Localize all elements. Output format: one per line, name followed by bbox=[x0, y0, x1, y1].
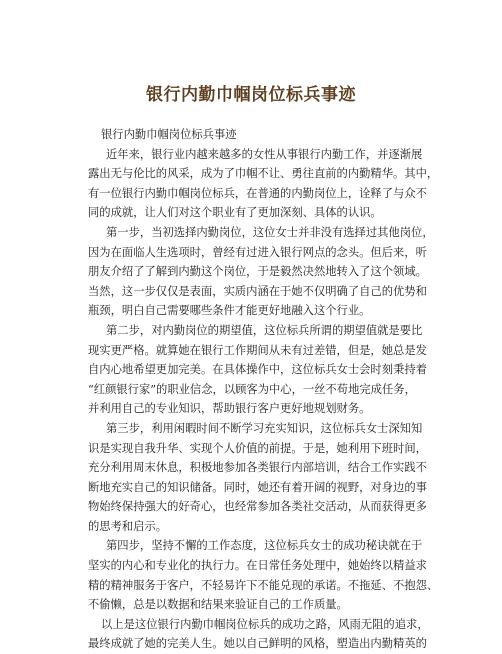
body-line: 同的成就，让人们对这个职业有了更加深刻、具体的认识。 bbox=[88, 206, 382, 220]
body-line: 自内心地希望更加完美。在具体操作中，这位标兵女士会时刻秉持着 bbox=[88, 363, 427, 377]
document-title: 银行内勤巾帼岗位标兵事迹 bbox=[146, 85, 356, 105]
body-line: 现实更严格。就算她在银行工作期间从未有过差错，但是，她总是发 bbox=[88, 343, 427, 357]
body-line: 识是实现自我升华、实现个人价值的前提。于是，她利用下班时间， bbox=[88, 441, 427, 455]
body-line: 因为在面临人生选项时，曾经有过进入银行网点的念头。但后来，听 bbox=[88, 245, 427, 259]
body-line: 朋友介绍了了解到内勤这个岗位，于是毅然决然地转入了这个领域。 bbox=[88, 265, 427, 279]
body-line: 的思考和启示。 bbox=[88, 519, 168, 533]
body-line: 坚实的内心和专业化的执行力。在日常任务处理中，她始终以精益求 bbox=[88, 559, 427, 573]
body-line: 物始终保持强大的好奇心，也经常参加各类社交活动，从而获得更多 bbox=[88, 500, 427, 514]
body-line: 第二步，对内勤岗位的期望值，这位标兵所谓的期望值就是要比 bbox=[106, 323, 423, 337]
body-line: 第一步，当初选择内勤岗位，这位女士并非没有选择过其他岗位， bbox=[106, 225, 434, 239]
body-line: 有一位银行内勤巾帼岗位标兵，在普通的内勤岗位上，诠释了与众不 bbox=[88, 186, 427, 200]
document-body bbox=[88, 125, 439, 654]
body-line: 充分利用周末休息，积极地参加各类银行内部培训，结合工作实践不 bbox=[88, 461, 427, 475]
body-line: 近年来，银行业内越来越多的女性从事银行内勤工作，并逐渐展 bbox=[106, 147, 423, 161]
body-line: 断地充实自己的知识储备。同时，她还有着开阔的视野，对身边的事 bbox=[88, 480, 427, 494]
body-line: “红颜银行家”的职业信念，以顾客为中心，一丝不苟地完成任务， bbox=[88, 382, 416, 396]
body-line: 最终成就了她的完美人生。她以自己鲜明的风格，塑造出内勤精英的 bbox=[88, 637, 427, 651]
body-line: 第三步，利用闲暇时间不断学习充实知识，这位标兵女士深知知 bbox=[106, 421, 423, 435]
body-line: 以上是这位银行内勤巾帼岗位标兵的成功之路，风雨无阻的追求， bbox=[101, 617, 429, 631]
body-line: 当然，这一步仅仅是表面，实质内涵在于她不仅明确了自己的优势和 bbox=[88, 284, 427, 298]
body-line: 第四步，坚持不懈的工作态度，这位标兵女士的成功秘诀就在于 bbox=[106, 539, 423, 553]
body-line: 银行内勤巾帼岗位标兵事迹 bbox=[101, 128, 237, 141]
body-line: 露出无与伦比的风采，成为了巾帼不让、勇往直前的内勤精华。其中， bbox=[88, 167, 439, 181]
body-line: 精的精神服务于客户，不轻易许下不能兑现的承诺。不拖延、不抱怨、 bbox=[88, 578, 439, 592]
body-line: 瓶颈，明白自己需要哪些条件才能更好地融入这个行业。 bbox=[88, 304, 371, 318]
body-line: 不偷懒，总是以数据和结果来验证自己的工作质量。 bbox=[88, 598, 348, 612]
body-line: 并利用自己的专业知识，帮助银行客户更好地规划财务。 bbox=[88, 402, 371, 416]
